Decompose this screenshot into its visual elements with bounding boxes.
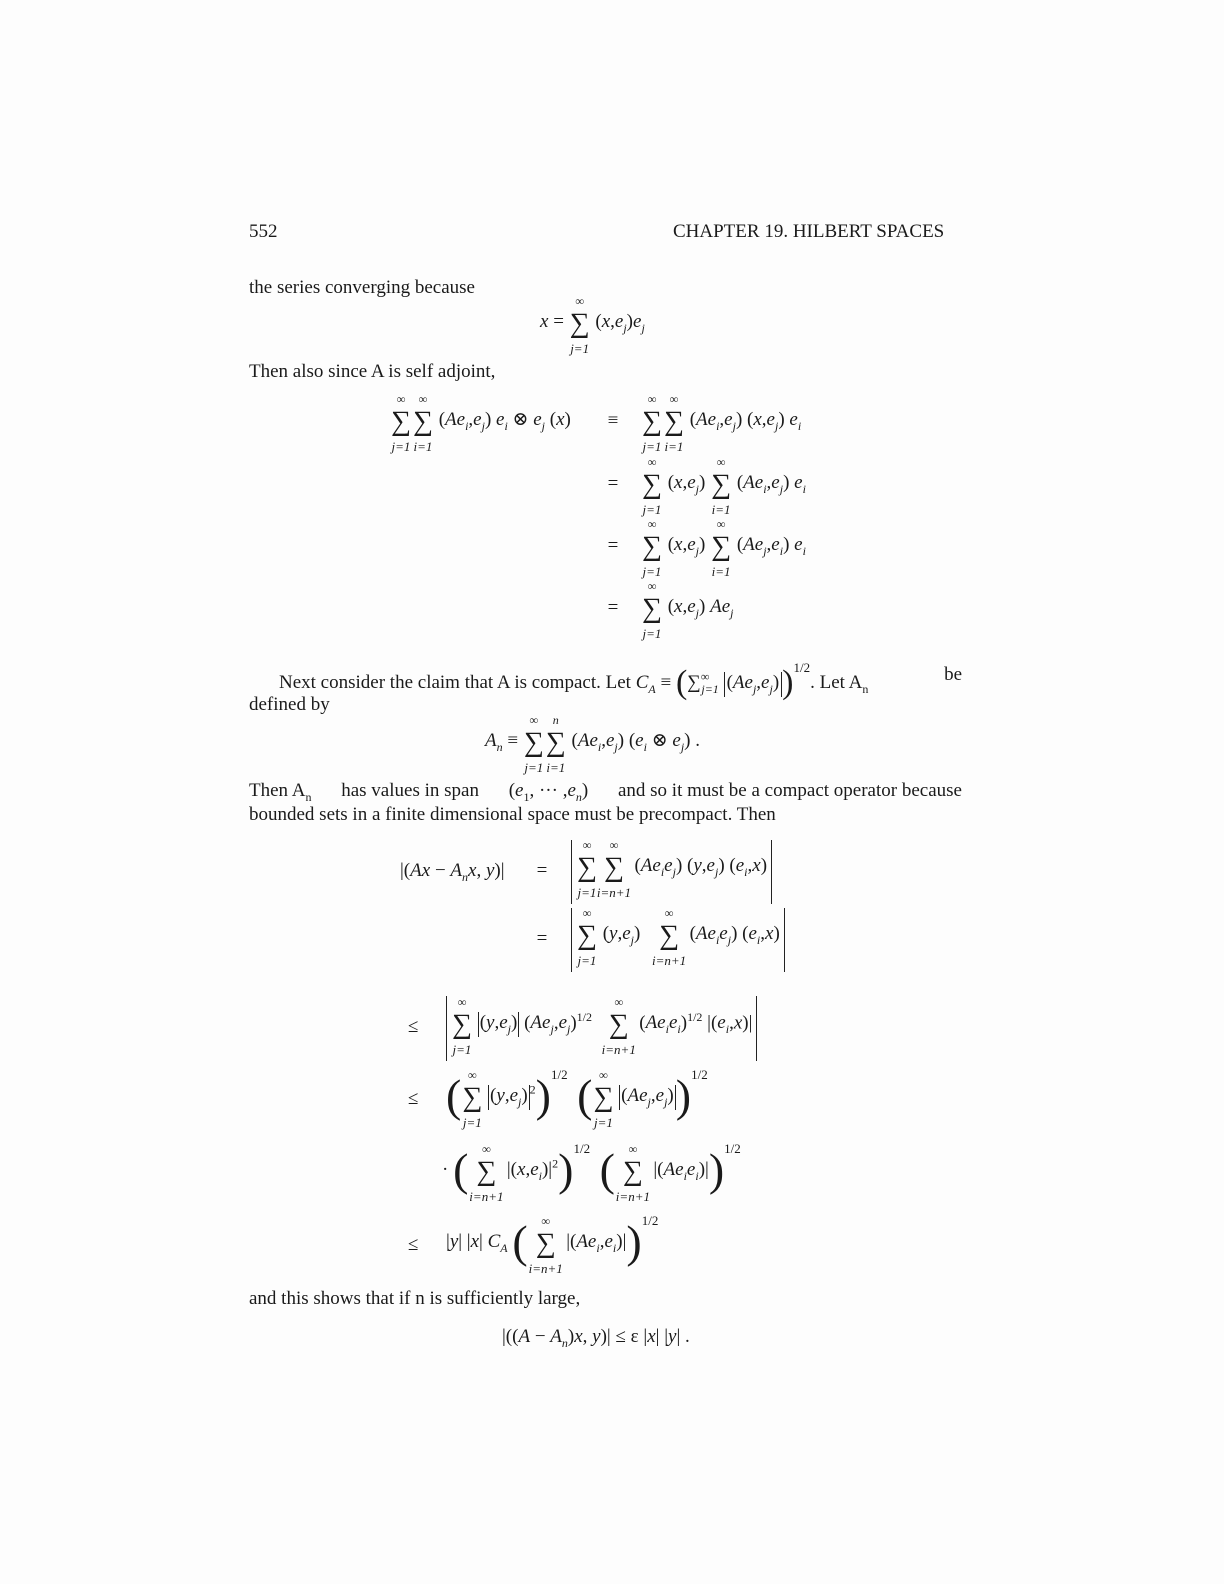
equation-difference-rhs-2: ∑ ∞ j=1 $(y,e_j)$ ∑ ∞ i=n+1 $(Ae_ie_j)$ $(e_i,x)$: [571, 908, 785, 972]
inequality-3: · ( ∑ ∞ i=n+1 $|(x,e_i)|^2)^{1/2}$ ( ∑ ∞ i=n+1 $|(Ae_ie_i)|)^{1/2}$: [442, 1141, 741, 1204]
paragraph-6: bounded sets in a finite dimensional space must be precompact. Then: [249, 804, 776, 825]
equals-sign: =: [536, 860, 548, 881]
paragraph-2: Then also since A is self adjoint,: [249, 361, 496, 382]
equals-sign: =: [607, 597, 619, 618]
equation-self-adjoint-rhs-3: ∑ ∞ j=1 $(x,e_j)$ ∑ ∞ i=1 $(Ae_j,e_i)$ $e_i$: [642, 517, 806, 579]
inequality-4: |y| |x| $C_A$ ( ∑ ∞ i=n+1 $|(Ae_i,e_i)|)^{1/2}$: [446, 1213, 659, 1276]
equation-difference-lhs: $|(Ax - A_nx$, y)|: [400, 860, 505, 884]
equation-difference-rhs-1: ∑ ∞ j=1 ∑ ∞ i=n+1 $(Ae_ie_j)$ $(y,e_j)$ $(e_i,x)$: [571, 840, 772, 904]
paragraph-3: Next consider the claim that A is compact. Let $C_A \equiv (\sum^\infty_{j=1}$ $(Ae_j,e_j))^{1/2}$. Let $A_n$ be: [279, 660, 962, 701]
chapter-header: CHAPTER 19. HILBERT SPACES: [673, 221, 945, 242]
inequality-2: (∑ ∞ j=1 $(y,e_j)$ $^2$)$^{1/2}$ (∑ ∞ j=1 $(Ae_j,e_j))^{1/2}$: [446, 1067, 708, 1130]
equation-self-adjoint-rhs-4: ∑ ∞ j=1 $(x,e_j)$ $Ae_j$: [642, 579, 734, 641]
equation-an-definition: $A_n$ ≡ ∑ ∞ j=1 ∑ n i=1 $(Ae_i,e_j)$ ($e_i$ ⊗ $e_j$) .: [485, 713, 700, 775]
equation-self-adjoint-lhs: ∑ ∞ j=1 ∑ ∞ i=1 $(Ae_i,e_j)$ $e_i$ ⊗ $e_j$ (x): [391, 392, 571, 454]
leq-sign: ≤: [408, 1088, 419, 1109]
paragraph-5: Then $A_n$ has values in span ($e_1$, ··· $,e_n$) and so it must be a compact operator because: [249, 780, 962, 804]
equation-self-adjoint-rhs-1: ∑ ∞ j=1 ∑ ∞ i=1 $(Ae_i,e_j)$ $(x,e_j)$ $e_i$: [642, 392, 802, 454]
equals-sign: =: [536, 928, 548, 949]
inequality-1: ∑ ∞ j=1 $(y,e_j)$ $(Ae_j,e_j)^{1/2}$ ∑ ∞ i=n+1 $(Ae_ie_i)^{1/2}$ $|(e_i,x)|$: [446, 996, 757, 1061]
paragraph-4: defined by: [249, 694, 330, 715]
paragraph-1: the series converging because: [249, 277, 475, 298]
equiv-sign: ≡: [607, 410, 619, 431]
leq-sign: ≤: [408, 1016, 419, 1037]
equals-sign: =: [607, 473, 619, 494]
equation-final: $|((A - A_n)x$, y)| ≤ ε |x| |y| .: [502, 1326, 690, 1350]
paragraph-7: and this shows that if n is sufficiently large,: [249, 1288, 581, 1309]
equals-sign: =: [607, 535, 619, 556]
leq-sign: ≤: [408, 1234, 419, 1255]
equation-x-expansion: x = ∑ ∞ j=1 $(x,e_j)e_j$: [540, 294, 645, 356]
page-number: 552: [249, 221, 278, 242]
equation-self-adjoint-rhs-2: ∑ ∞ j=1 $(x,e_j)$ ∑ ∞ i=1 $(Ae_i,e_j)$ $e_i$: [642, 455, 806, 517]
